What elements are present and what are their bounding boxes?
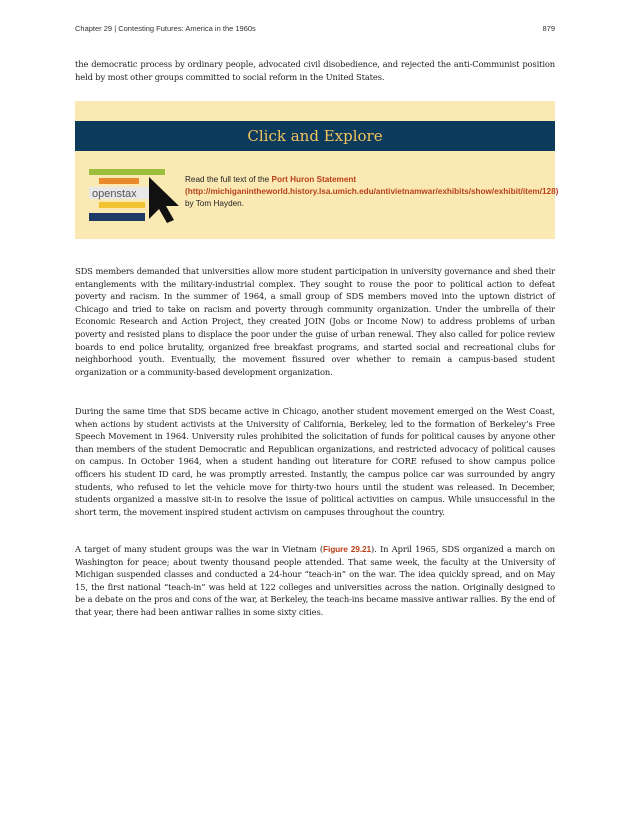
openstax-cursor-icon xyxy=(89,169,199,225)
page-number: 879 xyxy=(542,24,555,33)
paragraph-sds: SDS members demanded that universities allow more student participation in university governance and shed their entanglements with the military-industrial complex. They sought to rouse the poor to political action to defeat poverty and racism. In the summer of 1964, a small group of SDS members moved into the uptown district of Chicago and tried to take on racism and poverty through community organization. Under the umbrella of their Economic Research and Action Project, they created JOIN (Jobs or Income Now) to address problems of urban poverty and resisted plans to displace the poor under the guise of urban renewal. They also called for police review boards to end police brutality, organized free breakfast programs, and started social and recreational clubs for neighborhood youth. Eventually, the movement fissured over whether to remain a campus-based student organization or a community-based development organization. xyxy=(75,266,555,377)
logo-text: openstax xyxy=(92,188,137,200)
callout-text: Read the full text of the Port Huron Statement (http://michiganintheworld.history.lsa.umich.edu/antivietnamwar/exhibits/show/exhibit/item/128) by Tom Hayden. xyxy=(185,175,559,209)
port-huron-link[interactable]: Port Huron Statement (http://michiganintheworld.history.lsa.umich.edu/antivietnamwar/exhibits/show/exhibit/item/128) xyxy=(185,175,559,197)
callout-title: Click and Explore xyxy=(75,121,555,151)
intro-paragraph: the democratic process by ordinary people, advocated civil disobedience, and rejected the anti-Communist position held by most other groups committed to social reform in the United States. xyxy=(75,59,555,82)
paragraph-berkeley: During the same time that SDS became active in Chicago, another student movement emerged on the West Coast, when actions by student activists at the University of California, Berkeley, led to the formation of Berkeley’s Free Speech Movement in 1964. University rules prohibited the solicitation of funds for political causes by anyone other than members of the student Democratic and Republican organizations, and restricted advocacy of political causes on campus. In October 1964, when a student handing out literature for CORE refused to show campus police officers his student ID card, he was promptly arrested. Instantly, the campus police car was surrounded by angry students, who refused to let the vehicle move for thirty-two hours until the student was released. In December, students organized a massive sit-in to resolve the issue of political activities on campus. While unsuccessful in the short term, the movement inspired student activism on campuses throughout the country. xyxy=(75,406,555,517)
chapter-title: Chapter 29 | Contesting Futures: America in the 1960s xyxy=(75,24,256,33)
click-and-explore-box xyxy=(75,101,559,239)
paragraph-vietnam: A target of many student groups was the war in Vietnam (Figure 29.21). In April 1965, SDS organized a march on Washington for peace; about twenty thousand people attended. That same week, the faculty at the University of Michigan suspended classes and conducted a 24-hour “teach-in” on the war. The idea quickly spread, and on May 15, the first national “teach-in” was held at 122 colleges and universities across the nation. Originally designed to be a debate on the pros and cons of the war, at Berkeley, the teach-ins became massive antiwar rallies. By the end of that year, there had been antiwar rallies in some sixty cities. xyxy=(75,544,556,617)
callout-top-bar xyxy=(75,101,555,109)
page-header xyxy=(75,24,555,33)
figure-link[interactable]: Figure 29.21 xyxy=(323,544,371,554)
